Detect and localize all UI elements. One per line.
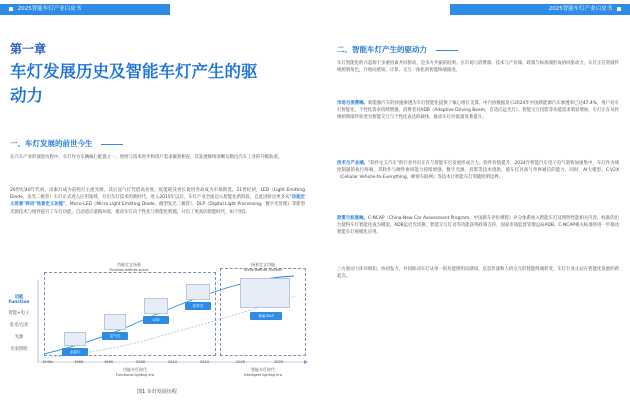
tick-1: 1980	[74, 360, 84, 364]
chip-xenon: 氙气灯	[102, 332, 128, 340]
era-top-scene-en: Scene defines function	[243, 268, 283, 272]
header-square-icon	[9, 7, 13, 11]
row-label-lighting: 发光/点亮	[9, 323, 29, 328]
left-header-bar	[0, 4, 170, 15]
tick-6: 2020	[236, 360, 246, 364]
matrix-lamp-image	[186, 284, 210, 300]
chip-halogen: 卤素灯	[62, 348, 88, 356]
smart-lamp-image	[240, 278, 290, 308]
row-label-beam: 光束照明	[10, 347, 28, 352]
section2-heading	[337, 44, 458, 55]
left-paragraph-1: 在汽车产业的演进历程中，车灯作为车辆核心配置之一，始终与技术进步和用户需求紧密相连，其发展脉络清晰勾勒出汽车工业的升级轨迹。	[10, 155, 283, 160]
era-top-function-zh: 功能定义场景	[117, 262, 141, 267]
section1-heading	[10, 138, 123, 149]
section2-title: 二、智能车灯产生的驱动力	[337, 45, 427, 54]
chapter-title: 车灯发展历史及智能车灯产生的驱动力	[10, 62, 258, 105]
right-page	[315, 0, 630, 403]
era-top-scene-zh: 场景定义功能	[251, 262, 275, 267]
right-paragraph-2	[337, 100, 619, 122]
tick-7: 2025	[274, 360, 284, 364]
right-paragraph-5: 三方驱动力环环相扣，协同发力，共同推动车灯从单一的功能照明向感知、信息传递和人机交互的智能终端转变，车灯行业正站在智能化发展的新起点。	[337, 267, 619, 280]
x-axis-arrow	[304, 360, 308, 364]
tick-5: 2015	[200, 360, 210, 364]
chip-matrix: 矩阵式	[185, 302, 211, 310]
heading-rule	[436, 50, 458, 51]
era-top-function-en: Function defines scene	[109, 268, 149, 272]
tick-2: 1990	[104, 360, 114, 364]
era-bottom-smart-zh: 智能车灯时代	[251, 367, 275, 372]
row-label-function: 功能 Function	[8, 295, 30, 305]
era-bottom-function-zh: 功能车灯时代	[123, 367, 147, 372]
era-top-scene	[226, 262, 300, 272]
right-paragraph-1: 车灯智能化的兴起源于多重因素共同驱动，是多方共振的结果。在市场与消费端、技术与产业端、政策与标准端形成协同驱动力，车灯正在突破传统照明角色，开始向感知、计算、交互一体化的智能终端演进。	[337, 61, 619, 74]
right-paragraph-2-text: 新能源汽车的快速渗透为车灯智能化提供了核心增长支撑。中汽协数据显示2024年中国新能源汽车渗透率已达47.4%，用户对车灯智能化、个性化需求持续增强，消费者对ADB（Adaptive Driving Beam，自适应远光灯）、智能交互投影等功能需求明显增加，车灯正在从传统照明部件转变为智能交互与个性化表达的载体，推动车灯价值量显著提升。	[337, 101, 619, 121]
right-paragraph-3-text: "软件定义汽车"的行业共识正在与智能车灯发展形成合力。软件价值提升，2024年智能汽车电子电气架构加速集中，车灯作为域控制器的执行终端，其软件与硬件协同能力持续增强，数字光源、投影等技术创新，使车灯具备与外界通信的能力，同时，AI大模型、C-V2X（Cellular Vehicle-to-Everything，蜂窝车联网）等技术让智能车灯突破照明边界。	[337, 161, 619, 181]
left-paragraph-2b: 。Micro-LED（Micro Light Emitting Diode，微型发光二极管）、DLP（Digital Light Processing，数字光处理）等新型光源技术与组件提升了车灯功能，自动适应道路环境，推动车灯向个性化与智能化跨越，开启了更高的智能时代，如下图1。	[10, 202, 305, 215]
tick-4: 2010	[168, 360, 178, 364]
era-bottom-smart-en: Intelligent lighting era	[244, 373, 282, 377]
era-bottom-smart	[228, 367, 298, 377]
chapter-label: 第一章	[10, 42, 47, 56]
tick-3: 2000	[136, 360, 146, 364]
xenon-lamp-image	[104, 314, 126, 330]
left-header-text: 2025智能车灯产业白皮书	[17, 6, 82, 12]
led-lamp-image	[144, 298, 168, 314]
heading-rule	[101, 144, 123, 145]
right-header-text: 2025智能车灯产业白皮书	[548, 6, 613, 12]
right-paragraph-4	[337, 215, 619, 237]
section1-title: 一、车灯发展的前世今生	[10, 139, 93, 148]
right-paragraph-4-text: C-NCAP（China-New Car Assessment Program，中国新车评价规程）评分体系加入智能车灯及照明性能相关内容，标准的出台使得车灯智能化成为刚需，ADB远近光切换、智能交互灯语等功能获得政策支持，国家市场监督管理总局ADB、C-NCAP相关标准将进一步推动智能车灯规模化应用。	[337, 216, 619, 236]
left-paragraph-2-highlight: "功能定义场景"转向"场景定义功能"	[10, 195, 305, 208]
sub-heading-policy: 政策与标准端。	[337, 216, 368, 221]
era-top-function	[94, 262, 164, 272]
sub-heading-market: 市场与消费端。	[337, 101, 368, 106]
row-label-source: 光源	[14, 335, 24, 340]
header-square-icon	[617, 7, 621, 11]
figure-caption: 图1 车灯发展历程	[137, 389, 177, 395]
left-paragraph-2a: 20世纪40年代初，卤素灯成为前照灯主流光源，其后氙气灯凭借高亮度、低能耗及更长使用寿命成为市场新选。21世纪初，LED（Light Emitting Diode，发光二极管）车灯正式进入应用领域，开启车灯技术的新时代，进入2015年以后，车灯产业全面迈入智能化新阶段，自此进阶出更多从	[10, 188, 305, 201]
halogen-lamp-image	[64, 332, 86, 346]
tick-0: 1940s	[42, 360, 54, 364]
era-bottom-function-en: Functional lighting era	[116, 373, 154, 377]
sub-heading-tech: 技术与产业端。	[337, 161, 369, 166]
era-bottom-function	[100, 367, 170, 377]
left-paragraph-2	[10, 187, 305, 216]
right-paragraph-3	[337, 160, 619, 182]
history-figure	[4, 262, 310, 395]
chip-pixel: 像素/DLP	[250, 312, 282, 320]
right-header-bar	[450, 4, 630, 15]
chip-led: LED	[143, 316, 169, 324]
row-label-smart: 智能+电子	[8, 311, 30, 316]
